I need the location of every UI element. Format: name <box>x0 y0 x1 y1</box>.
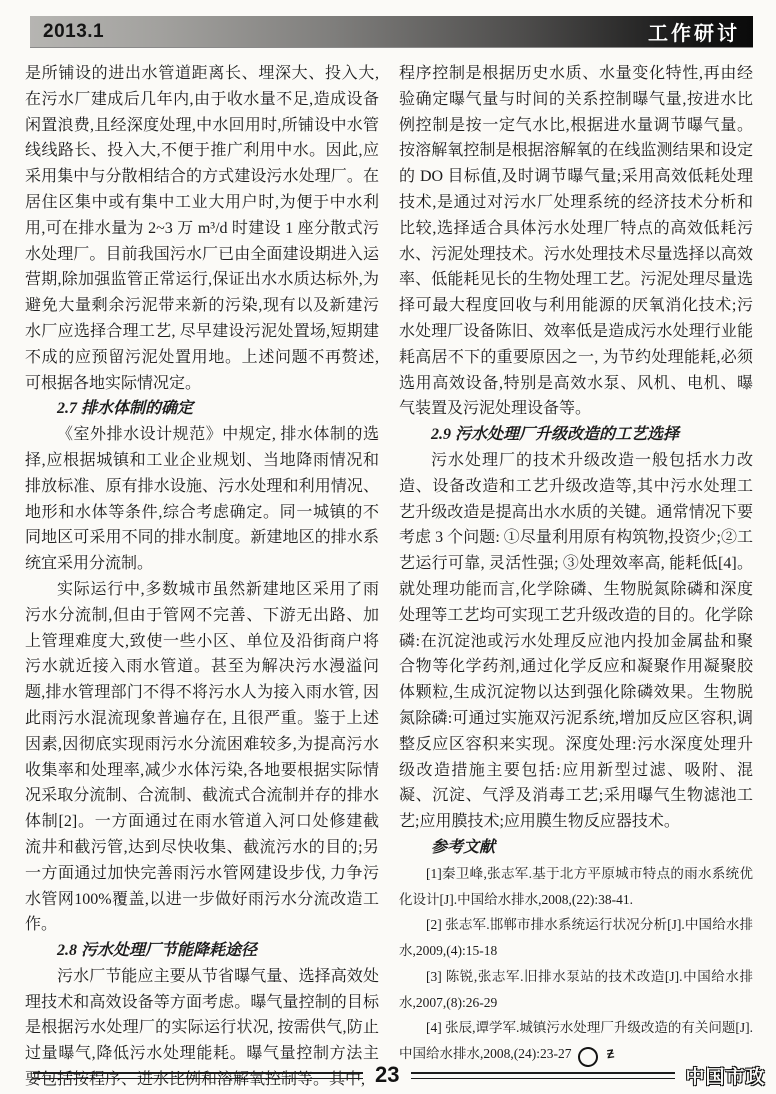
section-heading: 参考文献 <box>431 838 496 856</box>
section-heading: 2.7 排水体制的确定 <box>57 400 194 418</box>
text-columns <box>25 61 753 1093</box>
left-column <box>25 61 379 1093</box>
paragraph: 是所铺设的进出水管道距离长、埋深大、投入大,在污水厂建成后几年内,由于收水量不足,造成设备闲置浪费,且经深度处理,中水回用时,所铺设中水管线线路长、投入大,不便于推广利用中水。因此,应采用集中与分散相结合的方式建设污水处理厂。在居住区集中或有集中工业大用户时,为便于中水利用,可在排水量为 2~3 万 m³/d 时建设 1 座分散式污水处理厂。目前我国污水厂已由全面建设期进入运营期,除加强监管正常运行,保证出水水质达标外,为避免大量剩余污泥带来新的污染,现有以及新建污水厂应选择合理工艺, 尽早建设污泥处置场,短期建不成的应预留污泥处置用地。上述问题不再赘述,可根据各地实际情况定。 <box>25 65 379 392</box>
reference-item: [4] 张辰,谭学军.城镇污水处理厂升级改造的有关问题[J].中国给水排水,2008,(24):23-27 Ƶ <box>399 1015 753 1067</box>
section-title: 工作研讨 <box>648 23 740 45</box>
section-heading: 2.9 污水处理厂升级改造的工艺选择 <box>431 426 680 444</box>
reference-item: [3] 陈锐,张志军.旧排水泵站的技术改造[J].中国给水排水,2007,(8):26-29 <box>399 968 753 1010</box>
section-heading: 2.8 污水处理厂节能降耗途径 <box>57 942 258 960</box>
page-footer <box>0 1063 776 1087</box>
paragraph: 污水厂节能应主要从节省曝气量、选择高效处理技术和高效设备等方面考虑。曝气量控制的目标是根据污水处理厂的实际运行状况, 按需供气,防止过量曝气,降低污水处理能耗。曝气量控制方法主要包括按程序、进水比例和溶解氧控制等。其中, <box>25 967 379 1089</box>
paragraph: 实际运行中,多数城市虽然新建地区采用了雨污水分流制,但由于管网不完善、下游无出路、加上管理难度大,致使一些小区、单位及沿街商户将污水就近接入雨水管道。甚至为解决污水漫溢问题,排水管理部门不得不将污水人为接入雨水管, 因此雨污水混流现象普遍存在, 且很严重。鉴于上述因素,因彻底实现雨污水分流困难较多,为提高污水收集率和处理率,减少水体污染,各地要根据实际情况采取分流制、合流制、截流式合流制并存的排水体制[2]。一方面通过在雨水管道入河口处修建截流井和截污管,达到尽快收集、截流污水的目的;另一方面通过加快完善雨污水管网建设步伐, 力争污水管网100%覆盖,以进一步做好雨污水分流改造工作。 <box>25 580 379 934</box>
footer-rule-left <box>33 1072 363 1079</box>
reference-item: [1]秦卫峰,张志军.基于北方平原城市特点的雨水系统优化设计[J].中国给水排水,2008,(22):38-41. <box>399 865 753 907</box>
issue-label: 2013.1 <box>43 20 105 42</box>
right-column <box>399 61 753 1093</box>
page-number: 23 <box>375 1062 400 1087</box>
page-header-bar <box>30 16 753 47</box>
journal-logo: 中国市政 <box>685 1066 766 1088</box>
paragraph: 程序控制是根据历史水质、水量变化特性,再由经验确定曝气量与时间的关系控制曝气量,按进水比例控制是按一定气水比,根据进水量调节曝气量。按溶解氧控制是根据溶解氧的在线监测结果和设定的 DO 目标值,及时调节曝气量;采用高效低耗处理技术,是通过对污水厂处理系统的经济技术分析和比较,选择适合具体污水处理厂特点的高效低耗污水、污泥处理技术。污水处理技术尽量选择以高效率、低能耗见长的生物处理工艺。污泥处理尽量选择可最大程度回收与利用能源的厌氧消化技术;污水处理厂设备陈旧、效率低是造成污水处理行业能耗高居不下的重要原因之一, 为节约处理能耗,必须选用高效设备,特别是高效水泵、风机、电机、曝气装置及污泥处理设备等。 <box>399 65 753 418</box>
reference-item: [2] 张志军.邯郸市排水系统运行状况分析[J].中国给水排水,2009,(4):15-18 <box>399 917 753 959</box>
paragraph: 《室外排水设计规范》中规定, 排水体制的选择,应根据城镇和工业企业规划、当地降雨情况和排放标准、原有排水设施、污水处理和利用情况、地形和水体等条件,综合考虑确定。同一城镇的不同地区可采用不同的排水制度。新建地区的排水系统宜采用分流制。 <box>25 426 379 573</box>
paragraph: 污水处理厂的技术升级改造一般包括水力改造、设备改造和工艺升级改造等,其中污水处理工艺升级改造是提高出水水质的关键。通常情况下要考虑 3 个问题: ①尽量利用原有构筑物,投资少;②工艺运行可靠, 灵活性强; ③处理效率高, 能耗低[4]。就处理功能而言,化学除磷、生物脱氮除磷和深度处理等工艺均可实现工艺升级改造的目的。化学除磷:在沉淀池或污水处理反应池内投加金属盐和聚合物等化学药剂,通过化学反应和凝聚作用凝聚胶体颗粒,生成沉淀物以达到强化除磷效果。生物脱氮除磷:可通过实施双污泥系统,增加反应区容积,调整反应区容积来实现。深度处理:污水深度处理升级改造措施主要包括:应用新型过滤、吸附、混凝、沉淀、气浮及消毒工艺;采用曝气生物滤池工艺;应用膜技术;应用膜生物反应器技术。 <box>399 451 753 831</box>
footer-rule-right <box>411 1072 675 1079</box>
end-of-article-icon: Ƶ <box>576 1046 599 1069</box>
